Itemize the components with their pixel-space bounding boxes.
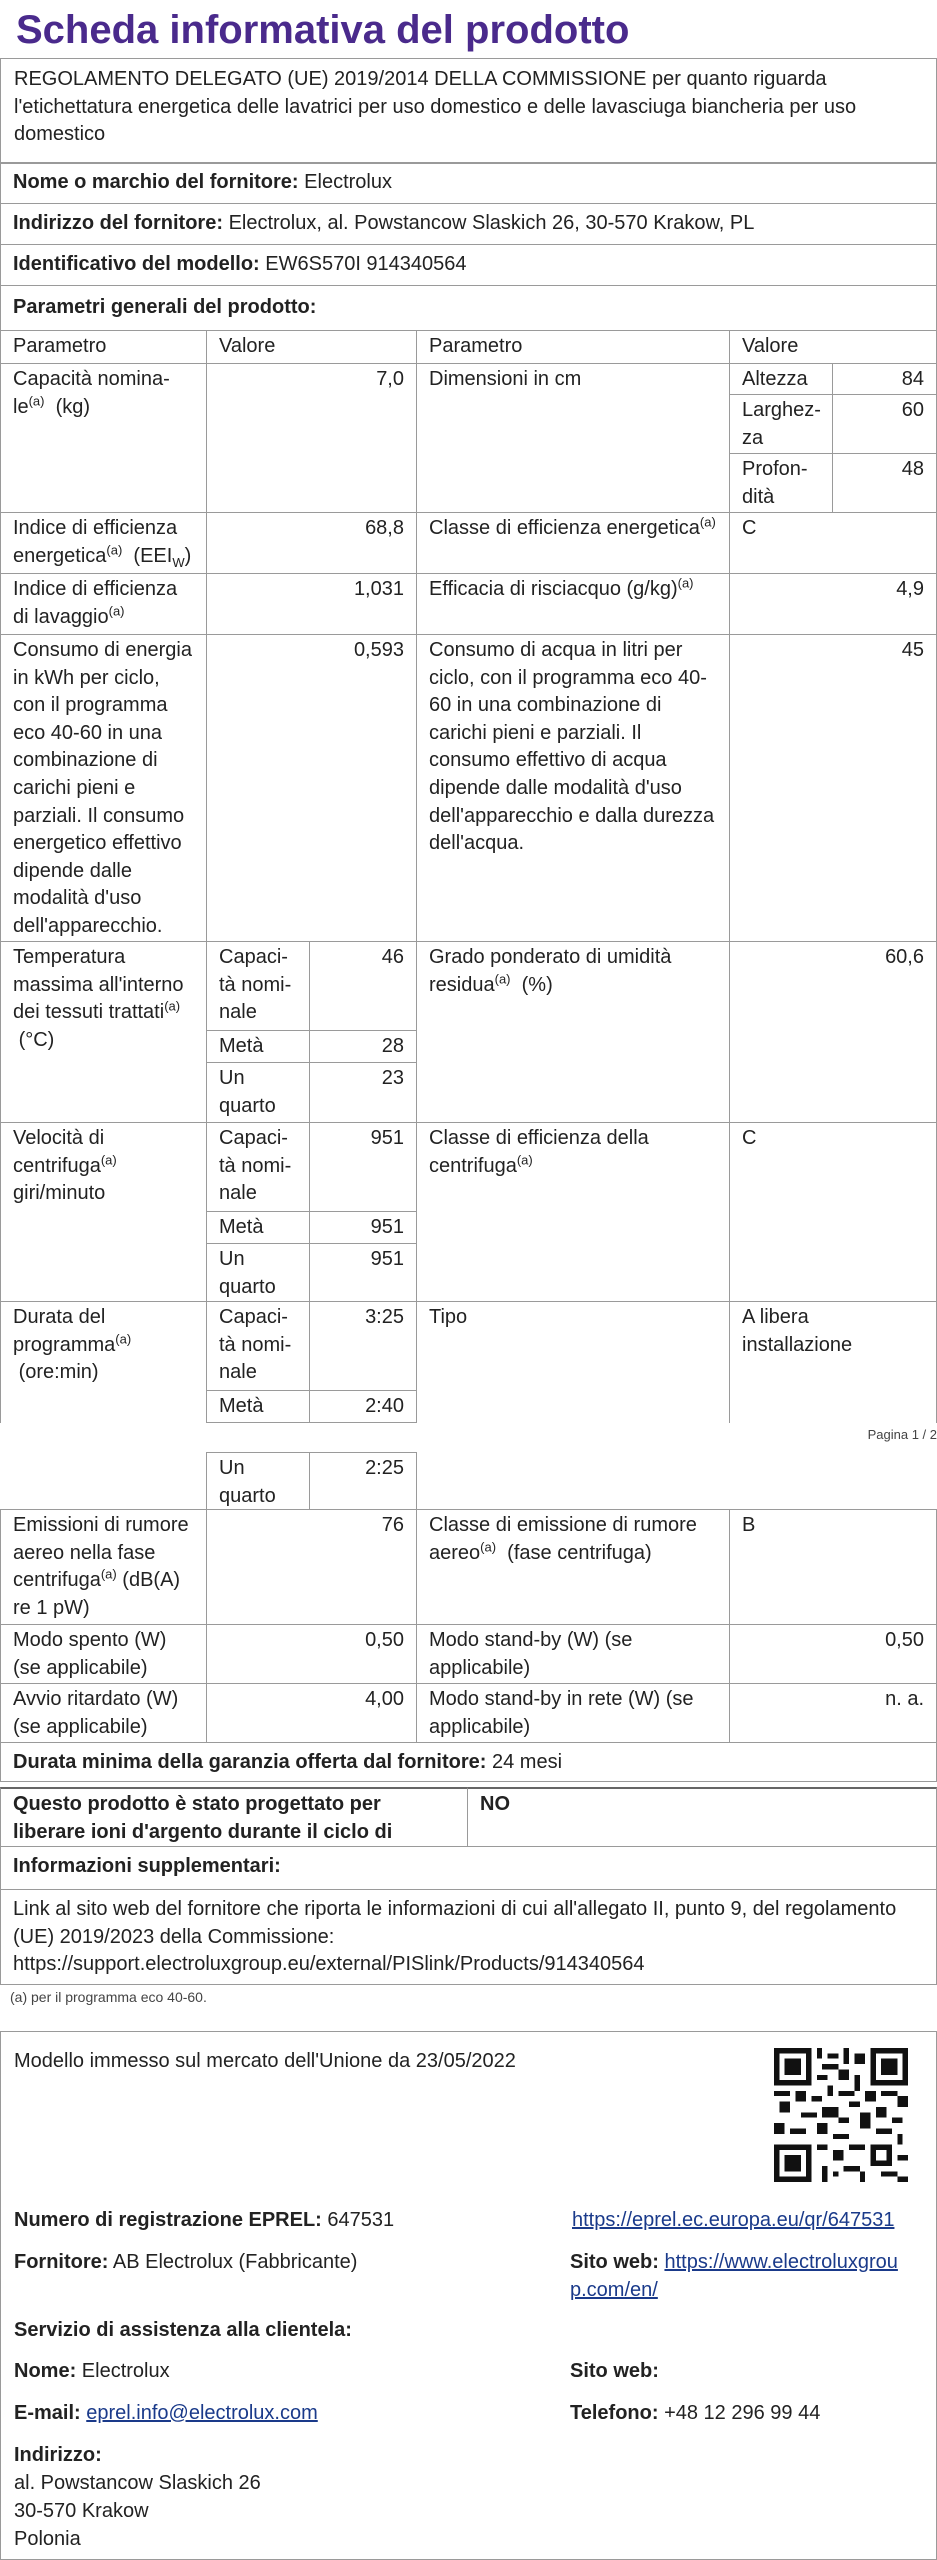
eprel-supplier-row bbox=[14, 2249, 357, 2277]
duration-sub-full: Capaci-tà nomi-nale bbox=[206, 1301, 310, 1391]
spin-sub-quarter: Un quarto bbox=[206, 1243, 310, 1302]
temp-label: Temperatura massima all'interno dei tessuti trattati$^{(a)}$ (°C) bbox=[0, 941, 207, 1123]
model-id: EW6S570I 914340564 bbox=[265, 253, 467, 275]
noise-class-label: Classe di emissione di rumore aereo$^{(a)}$ (fase centrifuga) bbox=[416, 1509, 730, 1625]
water-value: 45 bbox=[729, 634, 937, 942]
silver-value: NO bbox=[467, 1787, 937, 1847]
col-header-param: Parametro bbox=[0, 330, 207, 364]
service-phone: +48 12 296 99 44 bbox=[664, 2402, 821, 2424]
col-header-param-2: Parametro bbox=[416, 330, 730, 364]
energy-consumption-label: Consumo di energia in kWh per ciclo, con il programma eco 40-60 in una combinazione di carichi pieni e parziali. Il consumo energetico effettivo dipende dalle modalità d'uso dell'apparecchio. bbox=[0, 634, 207, 942]
moisture-value: 60,6 bbox=[729, 941, 937, 1123]
capacity-value: 7,0 bbox=[206, 363, 417, 513]
duration-quarter-value: 2:25 bbox=[309, 1452, 417, 1510]
service-email-link[interactable]: eprel.info@electrolux.com bbox=[86, 2402, 318, 2424]
eprel-website-label: Sito web: bbox=[570, 2251, 659, 2273]
footnote: (a) per il programma eco 40-60. bbox=[10, 1989, 207, 2005]
additional-text: Link al sito web del fornitore che riporta le informazioni di cui all'allegato II, punto 9, del regolamento (UE) 2019/2023 della Commissione: https://support.electroluxgroup.eu/external/PISlink/Products/914340564 bbox=[0, 1889, 937, 1985]
service-name: Electrolux bbox=[81, 2360, 170, 2382]
energy-class-label: Classe di efficienza energetica$^{(a)}$ bbox=[416, 512, 730, 574]
service-phone-label: Telefono: bbox=[570, 2402, 659, 2424]
standby-label: Modo stand-by (W) (se applicabile) bbox=[416, 1624, 730, 1684]
moisture-label: Grado ponderato di umidità residua$^{(a)}$ (%) bbox=[416, 941, 730, 1123]
additional-label: Informazioni supplementari: bbox=[13, 1855, 281, 1877]
service-name-row bbox=[14, 2358, 170, 2386]
duration-half-value: 2:40 bbox=[309, 1390, 417, 1423]
general-params-label: Parametri generali del prodotto: bbox=[13, 296, 317, 318]
water-label: Consumo di acqua in litri per ciclo, con il programma eco 40-60 in una combinazione di carichi pieni e parziali. Il consumo effettivo di acqua dipende dalle modalità d'uso dell'apparecchio e dalla durezza dell'acqua. bbox=[416, 634, 730, 942]
additional-label-row bbox=[0, 1846, 937, 1890]
noise-value: 76 bbox=[206, 1509, 417, 1625]
spin-full-value: 951 bbox=[309, 1122, 417, 1212]
spin-class-value: C bbox=[729, 1122, 937, 1302]
spin-sub-full: Capaci-tà nomi-nale bbox=[206, 1122, 310, 1212]
off-value: 0,50 bbox=[206, 1624, 417, 1684]
rinsing-label: Efficacia di risciacquo $(g/kg)^{(a)}$ bbox=[416, 573, 730, 635]
supplier-address-row bbox=[0, 203, 937, 245]
spin-class-label: Classe di efficienza della centrifuga$^{(a)}$ bbox=[416, 1122, 730, 1302]
supplier-name-label: Nome o marchio del fornitore: bbox=[13, 171, 299, 193]
noise-class-value: B bbox=[729, 1509, 937, 1625]
dimensions-label: Dimensioni in cm bbox=[416, 363, 730, 513]
depth-value: 48 bbox=[832, 453, 937, 513]
eei-label: Indice di efficienza energetica$^{(a)}$ $(EEI_W)$ bbox=[0, 512, 207, 574]
eprel-supplier-value: AB Electrolux (Fabbricante) bbox=[112, 2251, 358, 2273]
regulation-text: REGOLAMENTO DELEGATO (UE) 2019/2014 DELLA COMMISSIONE per quanto riguarda l'etichettatura energetica delle lavatrici per uso domestico e delle lavasciuga biancheria per uso domestico bbox=[14, 68, 857, 146]
general-params-row bbox=[0, 285, 937, 331]
width-label: Larghez-za bbox=[729, 394, 833, 454]
height-value: 84 bbox=[832, 363, 937, 395]
service-site-label: Sito web: bbox=[570, 2360, 659, 2382]
spin-sub-half: Metà bbox=[206, 1211, 310, 1244]
duration-full-value: 3:25 bbox=[309, 1301, 417, 1391]
temp-half-value: 28 bbox=[309, 1030, 417, 1063]
market-text: Modello immesso sul mercato dell'Unione da 23/05/2022 bbox=[14, 2050, 516, 2072]
page-title: Scheda informativa del prodotto bbox=[16, 8, 630, 52]
service-address-line3: Polonia bbox=[14, 2528, 81, 2550]
service-label: Servizio di assistenza alla clientela: bbox=[14, 2319, 352, 2341]
service-email-row bbox=[14, 2400, 318, 2428]
rinsing-value: 4,9 bbox=[729, 573, 937, 635]
temp-sub-quarter: Un quarto bbox=[206, 1062, 310, 1123]
spin-label: Velocità di centrifuga$^{(a)}$ giri/minuto bbox=[0, 1122, 207, 1302]
height-label: Altezza bbox=[729, 363, 833, 395]
noise-label: Emissioni di rumore aereo nella fase centrifuga$^{(a)}$ (dB(A) re 1 pW) bbox=[0, 1509, 207, 1625]
eprel-supplier-label: Fornitore: bbox=[14, 2251, 109, 2273]
temp-sub-half: Metà bbox=[206, 1030, 310, 1063]
supplier-address: Electrolux, al. Powstancow Slaskich 26, 30-570 Krakow, PL bbox=[228, 212, 755, 234]
network-label: Modo stand-by in rete (W) (se applicabile) bbox=[416, 1683, 730, 1743]
eei-value: 68,8 bbox=[206, 512, 417, 574]
off-label: Modo spento (W) (se applicabile) bbox=[0, 1624, 207, 1684]
supplier-address-label: Indirizzo del fornitore: bbox=[13, 212, 223, 234]
guarantee-row bbox=[0, 1742, 937, 1782]
depth-label: Profon-dità bbox=[729, 453, 833, 513]
type-value: A libera installazione bbox=[729, 1301, 937, 1423]
page-number: Pagina 1 / 2 bbox=[867, 1427, 937, 1442]
temp-full-value: 46 bbox=[309, 941, 417, 1031]
washing-value: 1,031 bbox=[206, 573, 417, 635]
spin-half-value: 951 bbox=[309, 1211, 417, 1244]
service-address-line1: al. Powstancow Slaskich 26 bbox=[14, 2472, 261, 2494]
eprel-reg-number: 647531 bbox=[327, 2209, 395, 2231]
model-row bbox=[0, 244, 937, 286]
eprel-website-row bbox=[570, 2249, 910, 2304]
eprel-reg-label: Numero di registrazione EPREL: bbox=[14, 2209, 322, 2231]
network-value: n. a. bbox=[729, 1683, 937, 1743]
width-value: 60 bbox=[832, 394, 937, 454]
duration-label: Durata del programma$^{(a)}$ (ore:min) bbox=[0, 1301, 207, 1423]
silver-label: Questo prodotto è stato progettato per liberare ioni d'argento durante il ciclo di bbox=[0, 1787, 468, 1847]
eprel-website-link[interactable]: https://www.electroluxgroup.com/en/ bbox=[570, 2251, 898, 2301]
service-email-label: E-mail: bbox=[14, 2402, 81, 2424]
spin-quarter-value: 951 bbox=[309, 1243, 417, 1302]
washing-label: Indice di efficienza di lavaggio$^{(a)}$ bbox=[0, 573, 207, 635]
duration-sub-quarter: Un quarto bbox=[206, 1452, 310, 1510]
col-header-value: Valore bbox=[206, 330, 417, 364]
supplier-name-row bbox=[0, 162, 937, 204]
duration-sub-half: Metà bbox=[206, 1390, 310, 1423]
delay-value: 4,00 bbox=[206, 1683, 417, 1743]
temp-sub-full: Capaci-tà nomi-nale bbox=[206, 941, 310, 1031]
delay-label: Avvio ritardato (W) (se applicabile) bbox=[0, 1683, 207, 1743]
col-header-value-2: Valore bbox=[729, 330, 937, 364]
guarantee-value: 24 mesi bbox=[492, 1751, 563, 1773]
model-label: Identificativo del modello: bbox=[13, 253, 260, 275]
service-address-label: Indirizzo: bbox=[14, 2444, 102, 2466]
standby-value: 0,50 bbox=[729, 1624, 937, 1684]
eprel-qr-link[interactable]: https://eprel.ec.europa.eu/qr/647531 bbox=[572, 2209, 895, 2231]
service-address-line2: 30-570 Krakow bbox=[14, 2500, 149, 2522]
service-name-label: Nome: bbox=[14, 2360, 77, 2382]
temp-quarter-value: 23 bbox=[309, 1062, 417, 1123]
supplier-name: Electrolux bbox=[304, 171, 392, 193]
service-phone-row bbox=[570, 2400, 820, 2428]
energy-consumption-value: 0,593 bbox=[206, 634, 417, 942]
guarantee-label: Durata minima della garanzia offerta dal fornitore: bbox=[13, 1751, 487, 1773]
capacity-label: Capacità nomina-$le^{(a)}$ (kg) bbox=[0, 363, 207, 513]
eprel-reg-row bbox=[14, 2207, 394, 2235]
type-label: Tipo bbox=[416, 1301, 730, 1423]
energy-class-value: C bbox=[729, 512, 937, 574]
qr-code bbox=[774, 2048, 908, 2182]
